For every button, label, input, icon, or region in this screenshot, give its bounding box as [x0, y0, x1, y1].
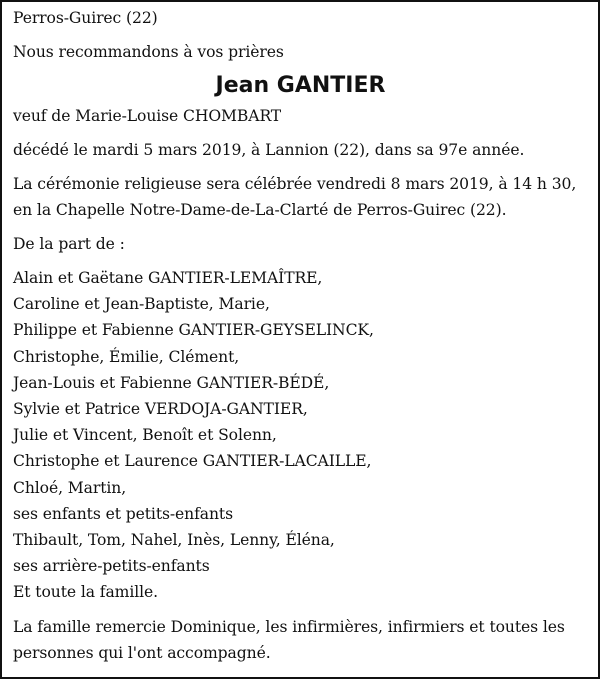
thanks-paragraph: La famille remercie Dominique, les infirmières, infirmiers et toutes les personnes qui l'ont accompagné.: [13, 617, 565, 662]
location: Perros-Guirec (22): [13, 9, 158, 27]
family-line: Thibault, Tom, Nahel, Inès, Lenny, Éléna,: [13, 531, 335, 550]
ceremony-paragraph: La cérémonie religieuse sera célébrée vendredi 8 mars 2019, à 14 h 30, en la Chapelle Notre-Dame-de-La-Clarté de Perros-Guirec (22).: [13, 175, 577, 219]
family-line: Caroline et Jean-Baptiste, Marie,: [13, 295, 270, 314]
family-line: Et toute la famille.: [13, 583, 158, 602]
family-line: Julie et Vincent, Benoît et Solenn,: [13, 426, 277, 445]
family-line: Sylvie et Patrice VERDOJA-GANTIER,: [13, 400, 308, 419]
family-line: ses arrière-petits-enfants: [13, 557, 210, 576]
from-label: De la part de :: [13, 235, 125, 253]
intro-line: Nous recommandons à vos prières: [13, 43, 284, 61]
family-list: [13, 265, 588, 606]
family-line: Chloé, Martin,: [13, 478, 127, 497]
family-line: Philippe et Fabienne GANTIER-GEYSELINCK,: [13, 321, 374, 340]
family-line: Alain et Gaëtane GANTIER-LEMAÎTRE,: [13, 269, 323, 287]
family-line: ses enfants et petits-enfants: [13, 504, 234, 523]
widower-line: veuf de Marie-Louise CHOMBART: [13, 107, 282, 125]
family-line: Jean-Louis et Fabienne GANTIER-BÉDÉ,: [13, 373, 330, 392]
deceased-name: Jean GANTIER: [215, 73, 386, 98]
family-line: Christophe, Émilie, Clément,: [13, 347, 240, 366]
death-line: décédé le mardi 5 mars 2019, à Lannion (22), dans sa 97e année.: [13, 141, 525, 159]
family-line: Christophe et Laurence GANTIER-LACAILLE,: [13, 452, 372, 471]
